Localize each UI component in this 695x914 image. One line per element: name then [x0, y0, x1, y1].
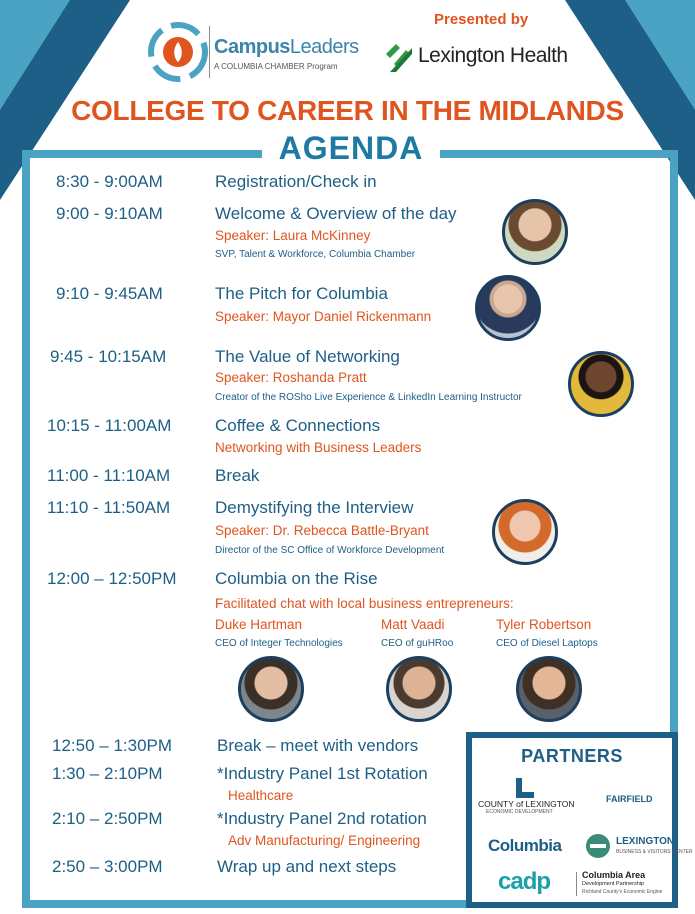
partners-title: PARTNERS — [521, 746, 623, 766]
partner-cadp-divider — [576, 872, 577, 896]
agenda-time: 2:50 – 3:00PM — [52, 857, 163, 876]
agenda-time: 11:00 - 11:10AM — [47, 466, 171, 485]
panelist-name: Duke Hartman — [215, 617, 303, 632]
partner-fairfield: FAIRFIELD — [606, 794, 653, 804]
agenda-title-item: Wrap up and next steps — [217, 857, 397, 876]
agenda-title-item: Coffee & Connections — [215, 416, 381, 435]
agenda-title-item: Registration/Check in — [215, 172, 377, 191]
agenda-title-item: Break — [215, 466, 260, 485]
agenda-title-item: *Industry Panel 2nd rotation — [217, 809, 427, 828]
presented-by-label: Presented by — [434, 11, 529, 28]
panelist-photo-matt-vaadi — [386, 656, 452, 722]
agenda-title-item: Break – meet with vendors — [217, 736, 419, 755]
speaker-photo-rebecca-battle-bryant — [492, 499, 558, 565]
panelist-role: CEO of Integer Technologies — [215, 638, 343, 649]
panelist-name: Tyler Robertson — [496, 617, 592, 632]
panelist-photo-tyler-robertson — [516, 656, 582, 722]
agenda-time: 10:15 - 11:00AM — [47, 416, 172, 435]
agenda-time: 11:10 - 11:50AM — [47, 498, 171, 517]
partner-columbia: Columbia — [488, 836, 562, 855]
partner-county-of-lexington-sub: ECONOMIC DEVELOPMENT — [486, 809, 553, 815]
agenda-speaker: Speaker: Laura McKinney — [215, 228, 371, 243]
agenda-time: 8:30 - 9:00AM — [56, 172, 163, 191]
agenda-speaker-role: SVP, Talent & Workforce, Columbia Chamber — [215, 249, 416, 260]
county-of-lexington-logo-icon — [514, 776, 536, 800]
agenda-title-item: Demystifying the Interview — [215, 498, 414, 517]
agenda-title-item: The Pitch for Columbia — [215, 284, 388, 303]
agenda-title-item: Columbia on the Rise — [215, 569, 378, 588]
panelist-role: CEO of Diesel Laptops — [496, 638, 598, 649]
partner-lexington-sub: BUSINESS & VISITORS CENTER — [616, 849, 693, 855]
agenda-title: AGENDA — [278, 130, 424, 166]
partner-county-of-lexington: COUNTY of LEXINGTON — [478, 799, 575, 809]
agenda-speaker: Facilitated chat with local business entrepreneurs: — [215, 596, 514, 611]
partners-box — [466, 732, 693, 908]
speaker-photo-roshanda-pratt — [568, 351, 634, 417]
agenda-speaker-role: Creator of the ROSho Live Experience & LinkedIn Learning Instructor — [215, 392, 522, 403]
agenda-speaker: Speaker: Dr. Rebecca Battle-Bryant — [215, 523, 429, 538]
agenda-time: 1:30 – 2:10PM — [52, 764, 163, 783]
partner-lexington: LEXINGTON — [616, 836, 675, 847]
agenda-speaker: Networking with Business Leaders — [215, 440, 422, 455]
campus-leaders-logo-icon — [148, 22, 208, 82]
speaker-photo-laura-mckinney — [502, 199, 568, 265]
partner-cadp-mark: cadp — [498, 868, 551, 895]
agenda-speaker: Adv Manufacturing/ Engineering — [228, 833, 421, 848]
panelist-name: Matt Vaadi — [381, 617, 445, 632]
agenda-speaker: Speaker: Mayor Daniel Rickenmann — [215, 309, 432, 324]
panelist-role: CEO of guHRoo — [381, 638, 454, 649]
agenda-time: 9:10 - 9:45AM — [56, 284, 163, 303]
partner-cadp-name: Columbia Area — [582, 870, 646, 880]
partner-cadp-sub2: Richland County's Economic Engine — [582, 889, 663, 895]
lexington-visitors-center-logo-icon — [584, 832, 612, 860]
agenda-title-item: *Industry Panel 1st Rotation — [217, 764, 428, 783]
partner-cadp-sub1: Development Partnership — [582, 881, 645, 887]
header-divider — [209, 26, 210, 78]
org-subtitle: A COLUMBIA CHAMBER Program — [214, 62, 338, 71]
agenda-title-item: The Value of Networking — [215, 347, 400, 366]
agenda-speaker: Healthcare — [228, 788, 294, 803]
event-title: COLLEGE TO CAREER IN THE MIDLANDS — [71, 95, 624, 126]
panelist-photo-duke-hartman — [238, 656, 304, 722]
agenda-time: 9:00 - 9:10AM — [56, 204, 163, 223]
agenda-time: 12:50 – 1:30PM — [52, 736, 173, 755]
sponsor-name: Lexington Health — [418, 44, 568, 67]
agenda-time: 2:10 – 2:50PM — [52, 809, 163, 828]
org-name: CampusLeaders — [214, 36, 359, 58]
agenda-speaker-role: Director of the SC Office of Workforce Development — [215, 545, 445, 556]
agenda-title-item: Welcome & Overview of the day — [215, 204, 457, 223]
lexington-health-logo-icon — [386, 38, 412, 72]
speaker-photo-daniel-rickenmann — [475, 275, 541, 341]
agenda-time: 12:00 – 12:50PM — [47, 569, 177, 588]
agenda-time: 9:45 - 10:15AM — [50, 347, 167, 366]
agenda-speaker: Speaker: Roshanda Pratt — [215, 370, 367, 385]
